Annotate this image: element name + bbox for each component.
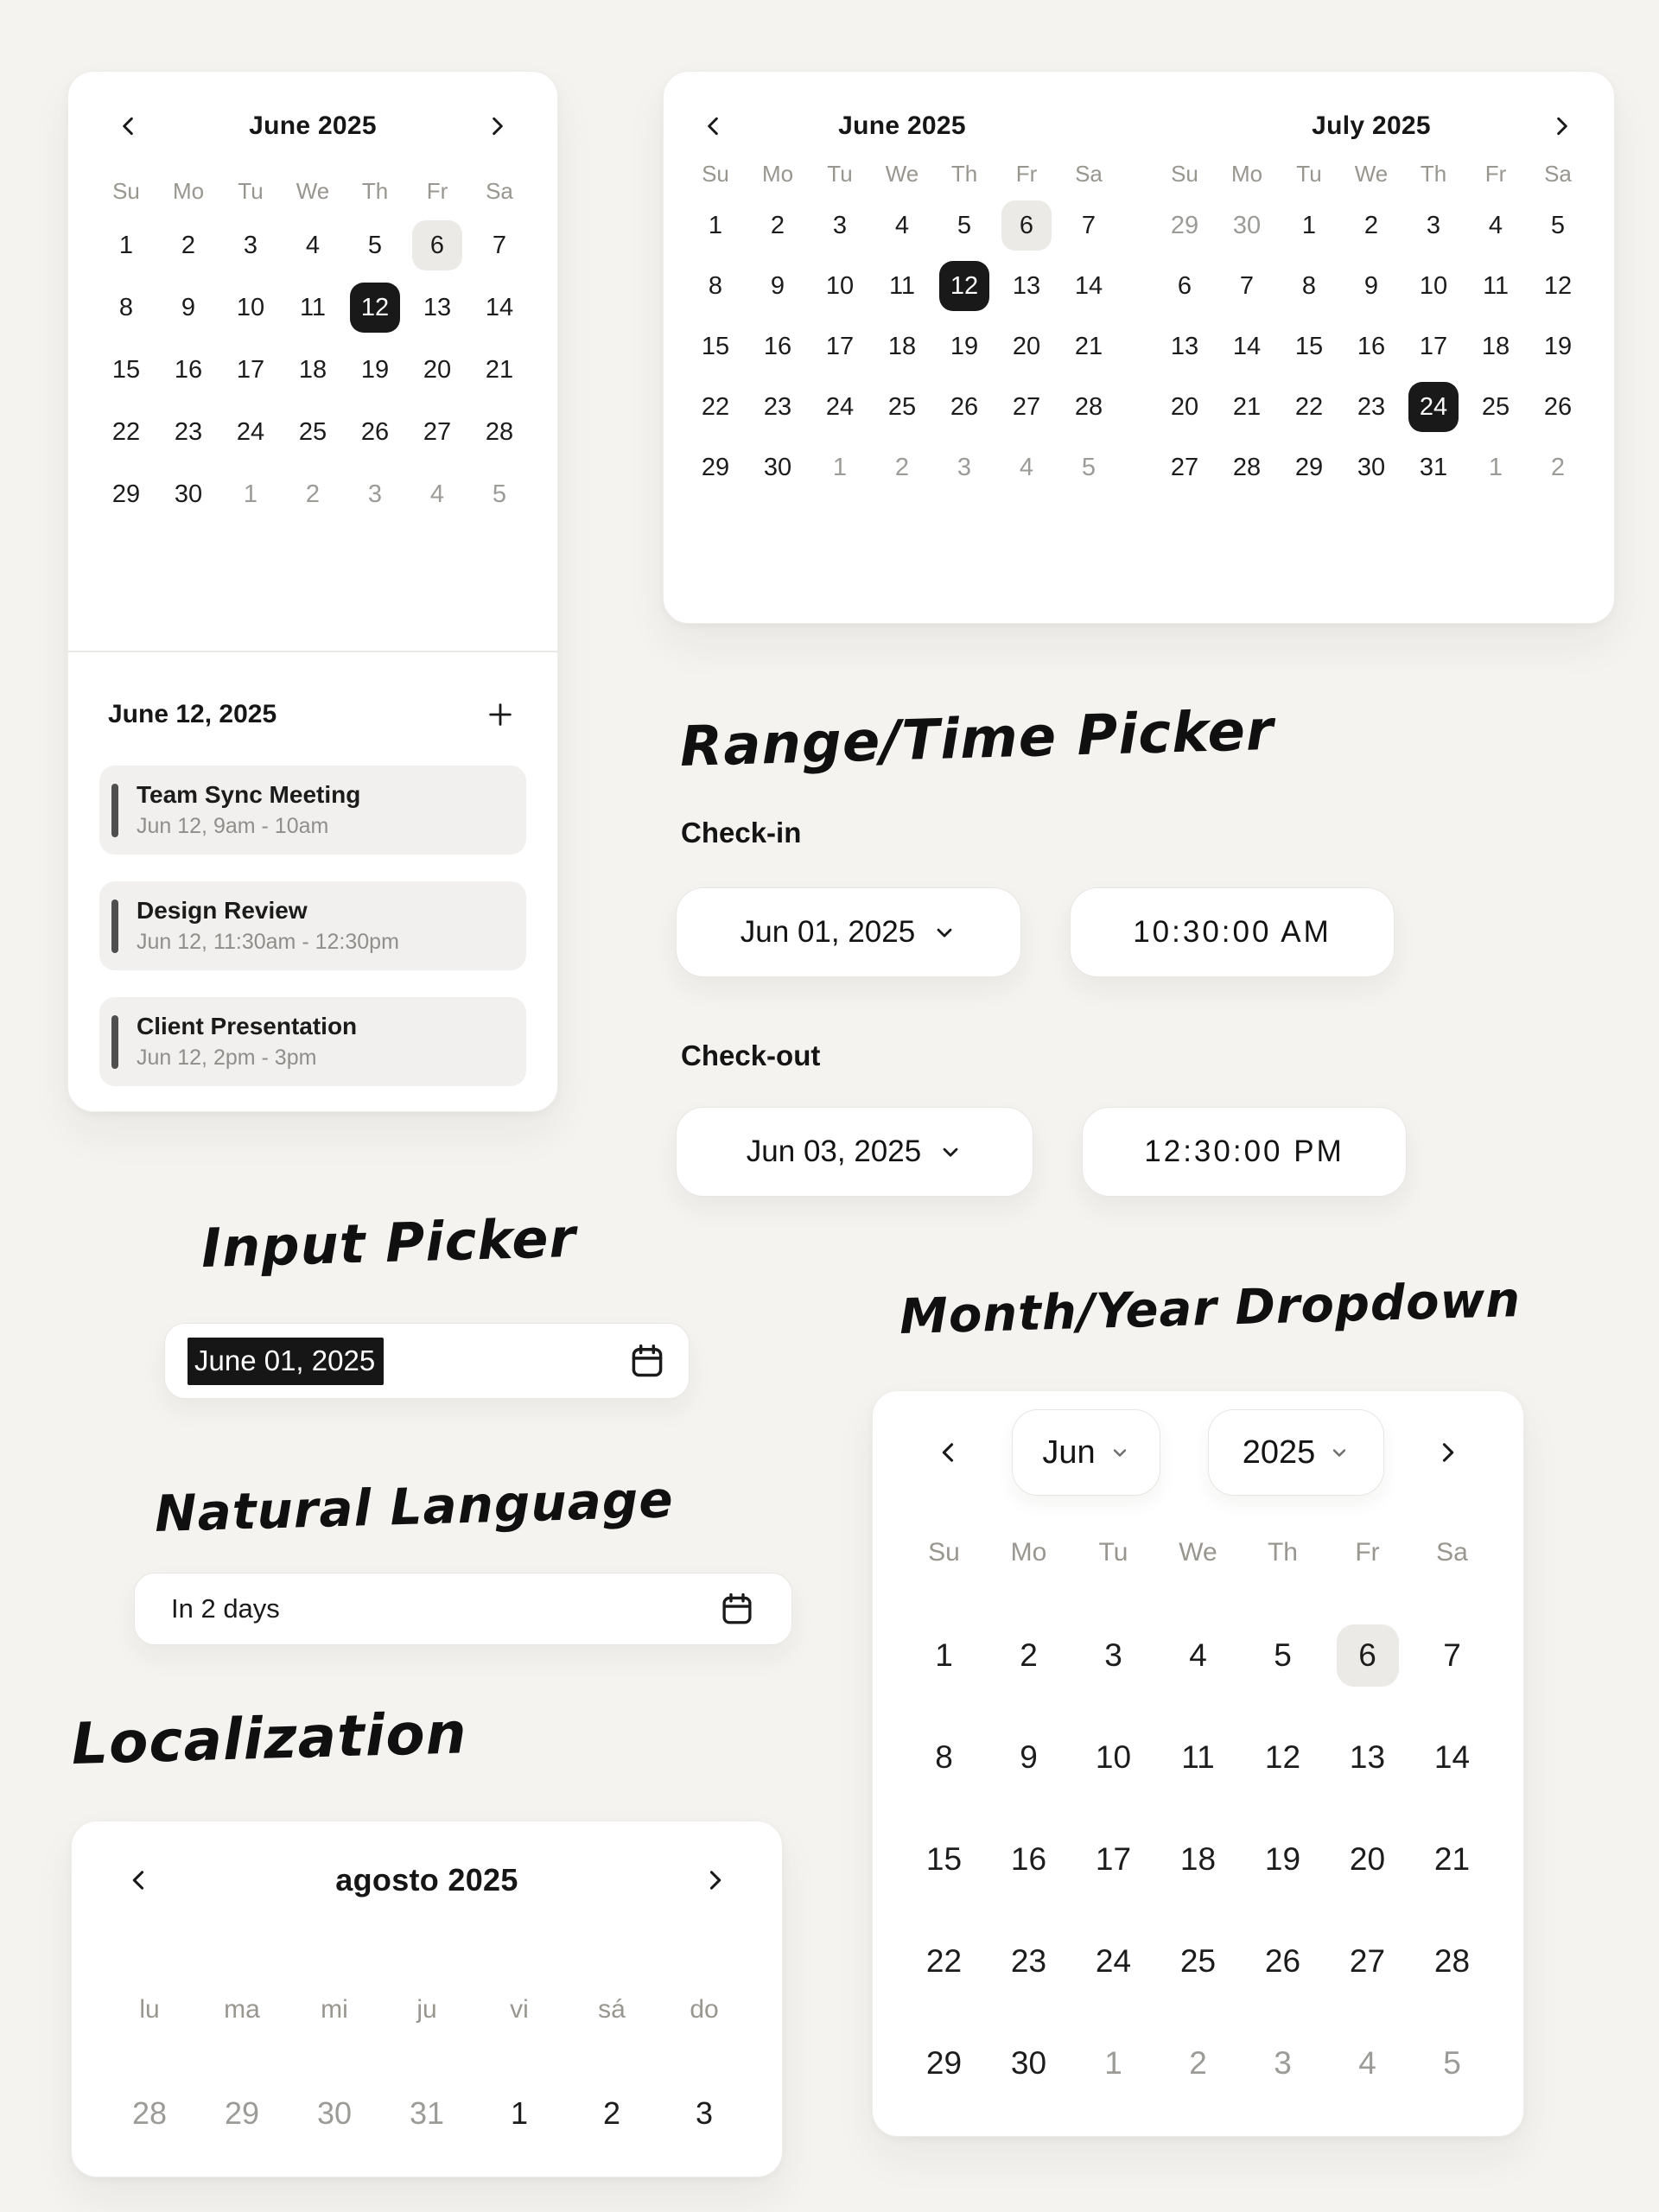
- day-cell-muted[interactable]: 1: [243, 480, 258, 508]
- day-cell[interactable]: 2: [181, 231, 196, 259]
- day-cell[interactable]: 15: [1294, 332, 1324, 360]
- day-cell[interactable]: 18: [887, 332, 917, 360]
- day-cell[interactable]: 27: [1170, 453, 1199, 481]
- event-accent-bar: [111, 1015, 118, 1069]
- day-cell[interactable]: 3: [1426, 211, 1441, 239]
- weekday-label: Mo: [761, 160, 794, 187]
- day-cell[interactable]: 28: [1074, 392, 1103, 421]
- day-cell[interactable]: 22: [701, 392, 730, 421]
- day-cell[interactable]: 29: [1294, 453, 1324, 481]
- day-cell[interactable]: 17: [1419, 332, 1448, 360]
- day-cell[interactable]: 2: [1020, 1637, 1038, 1673]
- day-cell[interactable]: 15: [925, 1841, 963, 1877]
- prev-month-button[interactable]: [113, 111, 144, 142]
- day-cell-muted[interactable]: 5: [1081, 453, 1096, 481]
- check-in-time-field[interactable]: [1070, 887, 1395, 977]
- day-cell[interactable]: 4: [894, 211, 910, 239]
- weekday-row: [873, 1522, 1523, 1584]
- day-cell[interactable]: 29: [111, 480, 141, 508]
- calendar-title: June 2025: [249, 111, 377, 140]
- day-cell[interactable]: 14: [485, 293, 514, 321]
- weekday-label: mi: [321, 1995, 348, 2024]
- chevron-right-icon: [483, 112, 511, 140]
- weekday-label: lu: [139, 1995, 160, 2024]
- calendar-title: July 2025: [1312, 111, 1431, 140]
- calendar-pane-june: [684, 72, 1120, 623]
- day-cell[interactable]: 3: [243, 231, 258, 259]
- dual-month-calendar: [663, 71, 1615, 624]
- weekday-label: Tu: [827, 160, 853, 187]
- day-cell[interactable]: 13: [1349, 1739, 1386, 1775]
- day-cell-muted[interactable]: 30: [1232, 211, 1262, 239]
- day-cell[interactable]: 17: [236, 355, 265, 384]
- single-month-calendar: [67, 71, 558, 1112]
- day-cell[interactable]: 5: [957, 211, 972, 239]
- day-cell[interactable]: 27: [1349, 1943, 1386, 1979]
- day-cell[interactable]: 10: [825, 271, 855, 300]
- day-cell[interactable]: 12: [1543, 271, 1573, 300]
- day-cell-muted[interactable]: 4: [1358, 2045, 1376, 2081]
- event-time: Jun 12, 11:30am - 12:30pm: [137, 930, 399, 954]
- next-month-button[interactable]: [1546, 111, 1577, 142]
- chevron-right-icon: [700, 1866, 729, 1895]
- chevron-right-icon: [1548, 112, 1575, 140]
- day-cell[interactable]: 11: [1181, 1739, 1215, 1775]
- day-cell[interactable]: 16: [174, 355, 203, 384]
- day-cell[interactable]: 24: [1095, 1943, 1132, 1979]
- day-cell[interactable]: 2: [602, 2095, 621, 2131]
- day-cell-muted[interactable]: 3: [957, 453, 972, 481]
- day-cell[interactable]: 26: [1264, 1943, 1301, 1979]
- day-cell[interactable]: 21: [485, 355, 514, 384]
- month-year-dropdown-heading: Month/Year Dropdown: [899, 1271, 1522, 1345]
- day-cell[interactable]: 29: [925, 2045, 963, 2081]
- prev-month-button[interactable]: [124, 1865, 155, 1896]
- chevron-left-icon: [700, 112, 728, 140]
- weekday-label: Sa: [486, 177, 513, 204]
- weekday-label: We: [296, 177, 330, 204]
- day-cell[interactable]: 28: [1232, 453, 1262, 481]
- check-in-date-dropdown[interactable]: [676, 887, 1021, 977]
- day-cell[interactable]: 2: [1363, 211, 1379, 239]
- check-in-time-value: 10:30:00 AM: [1133, 915, 1332, 949]
- day-cell-muted[interactable]: 1: [1104, 2045, 1122, 2081]
- day-cell[interactable]: 14: [1433, 1739, 1471, 1775]
- weekday-label: Su: [928, 1538, 960, 1567]
- day-cell[interactable]: 7: [492, 231, 507, 259]
- day-cell[interactable]: 19: [360, 355, 390, 384]
- month-select[interactable]: [1012, 1409, 1160, 1496]
- check-out-label: Check-out: [681, 1039, 821, 1071]
- day-cell-muted[interactable]: 2: [305, 480, 321, 508]
- day-cell[interactable]: 3: [695, 2095, 714, 2131]
- day-cell-today[interactable]: 6: [406, 214, 468, 276]
- day-cell-muted[interactable]: 2: [894, 453, 910, 481]
- day-cell[interactable]: 25: [887, 392, 917, 421]
- day-cell[interactable]: 30: [174, 480, 203, 508]
- weekday-row: [68, 160, 557, 222]
- day-cell[interactable]: 14: [1074, 271, 1103, 300]
- check-out-date-dropdown[interactable]: [676, 1107, 1033, 1197]
- day-cell[interactable]: 26: [1543, 392, 1573, 421]
- day-cell[interactable]: 11: [888, 271, 916, 300]
- day-cell-muted[interactable]: 3: [1274, 2045, 1292, 2081]
- day-cell[interactable]: 1: [1301, 211, 1317, 239]
- day-cell[interactable]: 19: [1543, 332, 1573, 360]
- weekday-label: Tu: [1296, 160, 1322, 187]
- weekday-label: vi: [510, 1995, 529, 2024]
- add-event-button[interactable]: [483, 697, 518, 732]
- day-cell[interactable]: 5: [1274, 1637, 1292, 1673]
- day-cell[interactable]: 8: [935, 1739, 953, 1775]
- day-cell[interactable]: 1: [708, 211, 723, 239]
- check-out-time-value: 12:30:00 PM: [1144, 1135, 1344, 1168]
- range-time-picker-heading: Range/Time Picker: [678, 698, 1275, 779]
- natural-language-value: In 2 days: [171, 1593, 280, 1624]
- day-cell[interactable]: 22: [1294, 392, 1324, 421]
- day-cell[interactable]: 5: [1550, 211, 1566, 239]
- day-cell[interactable]: 20: [1012, 332, 1041, 360]
- next-month-button[interactable]: [1432, 1437, 1463, 1468]
- chevron-down-icon: [1329, 1442, 1350, 1463]
- agenda-panel: [68, 652, 557, 1111]
- day-cell[interactable]: 16: [1357, 332, 1386, 360]
- weekday-label: Th: [1420, 160, 1447, 187]
- calendar-pane-july: [1154, 72, 1589, 623]
- day-cell[interactable]: 9: [770, 271, 785, 300]
- next-month-button[interactable]: [481, 111, 512, 142]
- day-cell[interactable]: 18: [1481, 332, 1510, 360]
- event-item[interactable]: [99, 997, 526, 1086]
- day-cell-muted[interactable]: 4: [429, 480, 445, 508]
- day-cell[interactable]: 23: [763, 392, 792, 421]
- selected-input-text: June 01, 2025: [188, 1338, 384, 1385]
- day-cell[interactable]: 1: [510, 2095, 529, 2131]
- day-cell-muted[interactable]: 2: [1550, 453, 1566, 481]
- day-cell[interactable]: 16: [763, 332, 792, 360]
- day-cell[interactable]: 21: [1433, 1841, 1471, 1877]
- check-in-label: Check-in: [681, 817, 802, 849]
- day-cell-muted[interactable]: 29: [224, 2095, 260, 2131]
- weekday-label: Sa: [1436, 1538, 1468, 1567]
- day-cell[interactable]: 28: [1433, 1943, 1471, 1979]
- day-cell[interactable]: 19: [1264, 1841, 1301, 1877]
- day-cell[interactable]: 26: [950, 392, 979, 421]
- month-select-value: Jun: [1042, 1433, 1096, 1471]
- day-cell[interactable]: 19: [950, 332, 979, 360]
- day-cell[interactable]: 25: [298, 417, 327, 446]
- agenda-date-label: June 12, 2025: [108, 700, 277, 728]
- day-cell[interactable]: 23: [174, 417, 203, 446]
- natural-language-heading: Natural Language: [154, 1470, 675, 1543]
- day-cell[interactable]: 10: [1419, 271, 1448, 300]
- day-grid: [684, 195, 1120, 498]
- weekday-label: Fr: [1015, 160, 1038, 187]
- day-cell[interactable]: 4: [1189, 1637, 1207, 1673]
- day-cell[interactable]: 23: [1357, 392, 1386, 421]
- day-cell[interactable]: 20: [423, 355, 452, 384]
- day-cell[interactable]: 22: [925, 1943, 963, 1979]
- day-cell-today[interactable]: 6: [995, 195, 1058, 256]
- day-cell[interactable]: 30: [1010, 2045, 1047, 2081]
- day-cell[interactable]: 31: [1419, 453, 1448, 481]
- calendar-title: June 2025: [838, 111, 966, 140]
- weekday-label: Fr: [426, 177, 448, 204]
- check-out-date-value: Jun 03, 2025: [746, 1135, 922, 1168]
- day-cell[interactable]: 24: [825, 392, 855, 421]
- day-cell[interactable]: 13: [1012, 271, 1041, 300]
- day-cell[interactable]: 25: [1481, 392, 1510, 421]
- date-text-input[interactable]: [164, 1323, 690, 1399]
- weekday-row: [72, 1979, 782, 2041]
- day-cell[interactable]: 8: [118, 293, 134, 321]
- day-cell[interactable]: 21: [1074, 332, 1103, 360]
- day-cell[interactable]: 27: [1012, 392, 1041, 421]
- day-cell[interactable]: 15: [111, 355, 141, 384]
- day-cell-muted[interactable]: 28: [131, 2095, 168, 2131]
- calendar-title: agosto 2025: [335, 1862, 518, 1897]
- day-grid: [72, 2082, 782, 2145]
- day-cell[interactable]: 13: [423, 293, 452, 321]
- day-cell[interactable]: 7: [1081, 211, 1096, 239]
- day-cell[interactable]: 30: [763, 453, 792, 481]
- weekday-label: ma: [224, 1995, 260, 2024]
- event-item[interactable]: [99, 881, 526, 970]
- weekday-label: Fr: [1484, 160, 1507, 187]
- weekday-label: Th: [950, 160, 978, 187]
- weekday-label: sá: [598, 1995, 626, 2024]
- natural-language-input[interactable]: [134, 1573, 792, 1645]
- day-cell[interactable]: 28: [485, 417, 514, 446]
- day-cell[interactable]: 9: [1363, 271, 1379, 300]
- day-grid: [68, 214, 557, 525]
- input-picker-heading: Input Picker: [200, 1205, 577, 1280]
- day-cell[interactable]: 8: [1301, 271, 1317, 300]
- day-cell[interactable]: 30: [1357, 453, 1386, 481]
- weekday-label: Tu: [238, 177, 264, 204]
- weekday-label: Sa: [1075, 160, 1103, 187]
- day-cell[interactable]: 13: [1170, 332, 1199, 360]
- weekday-label: We: [885, 160, 919, 187]
- day-cell-muted[interactable]: 1: [832, 453, 848, 481]
- weekday-label: Mo: [1230, 160, 1263, 187]
- event-time: Jun 12, 9am - 10am: [137, 814, 329, 838]
- month-year-calendar: [872, 1390, 1524, 2137]
- day-cell[interactable]: 22: [111, 417, 141, 446]
- weekday-label: Su: [112, 177, 140, 204]
- localization-heading: Localization: [70, 1700, 468, 1777]
- day-cell[interactable]: 8: [708, 271, 723, 300]
- event-accent-bar: [111, 899, 118, 953]
- calendar-icon[interactable]: [719, 1591, 755, 1627]
- day-cell[interactable]: 12: [1264, 1739, 1301, 1775]
- day-cell-muted[interactable]: 31: [409, 2095, 445, 2131]
- day-cell-muted[interactable]: 29: [1170, 211, 1199, 239]
- day-cell[interactable]: 9: [181, 293, 196, 321]
- day-cell[interactable]: 3: [1104, 1637, 1122, 1673]
- event-title: Team Sync Meeting: [137, 781, 361, 808]
- day-cell[interactable]: 29: [701, 453, 730, 481]
- check-in-date-value: Jun 01, 2025: [740, 915, 916, 949]
- weekday-label: ju: [416, 1995, 437, 2024]
- day-cell[interactable]: 6: [1177, 271, 1192, 300]
- day-cell-selected[interactable]: 12: [933, 256, 995, 316]
- chevron-down-icon: [1109, 1442, 1130, 1463]
- weekday-label: Th: [361, 177, 389, 204]
- day-cell[interactable]: 21: [1232, 392, 1262, 421]
- calendar-icon[interactable]: [628, 1342, 666, 1380]
- day-cell[interactable]: 23: [1010, 1943, 1047, 1979]
- day-cell[interactable]: 11: [299, 293, 327, 321]
- weekday-label: Su: [702, 160, 729, 187]
- day-grid: [873, 1605, 1523, 2114]
- weekday-label: Sa: [1544, 160, 1572, 187]
- chevron-down-icon: [938, 1140, 963, 1164]
- day-cell[interactable]: 18: [1179, 1841, 1217, 1877]
- day-cell[interactable]: 4: [305, 231, 321, 259]
- day-cell-muted[interactable]: 30: [316, 2095, 353, 2131]
- day-cell-selected[interactable]: 24: [1402, 377, 1465, 437]
- day-cell[interactable]: 9: [1020, 1739, 1038, 1775]
- event-list: [99, 766, 526, 1086]
- day-cell[interactable]: 1: [118, 231, 134, 259]
- day-cell[interactable]: 25: [1179, 1943, 1217, 1979]
- day-cell[interactable]: 10: [236, 293, 265, 321]
- day-cell[interactable]: 20: [1349, 1841, 1386, 1877]
- year-select[interactable]: [1208, 1409, 1384, 1496]
- day-cell[interactable]: 7: [1443, 1637, 1461, 1673]
- chevron-down-icon: [932, 920, 957, 944]
- chevron-left-icon: [124, 1866, 154, 1895]
- next-month-button[interactable]: [699, 1865, 730, 1896]
- day-cell[interactable]: 15: [701, 332, 730, 360]
- day-grid: [1154, 195, 1589, 498]
- weekday-label: We: [1179, 1538, 1217, 1567]
- day-cell[interactable]: 4: [1488, 211, 1503, 239]
- day-cell[interactable]: 27: [423, 417, 452, 446]
- weekday-label: Fr: [1355, 1538, 1380, 1567]
- event-accent-bar: [111, 784, 118, 837]
- prev-month-button[interactable]: [698, 111, 729, 142]
- day-cell[interactable]: 24: [236, 417, 265, 446]
- weekday-label: Mo: [1010, 1538, 1047, 1567]
- day-cell[interactable]: 18: [298, 355, 327, 384]
- day-cell[interactable]: 26: [360, 417, 390, 446]
- weekday-label: Mo: [172, 177, 205, 204]
- day-cell[interactable]: 10: [1095, 1739, 1132, 1775]
- chevron-left-icon: [934, 1438, 963, 1467]
- day-cell[interactable]: 17: [1095, 1841, 1132, 1877]
- chevron-right-icon: [1433, 1438, 1462, 1467]
- event-item[interactable]: [99, 766, 526, 855]
- day-cell-muted[interactable]: 3: [367, 480, 383, 508]
- prev-month-button[interactable]: [933, 1437, 964, 1468]
- day-cell[interactable]: 7: [1239, 271, 1255, 300]
- day-cell[interactable]: 2: [770, 211, 785, 239]
- day-cell-today[interactable]: 6: [1325, 1605, 1410, 1707]
- event-time: Jun 12, 2pm - 3pm: [137, 1046, 317, 1070]
- day-cell-selected[interactable]: 12: [344, 276, 406, 339]
- check-out-time-field[interactable]: [1082, 1107, 1407, 1197]
- weekday-label: do: [690, 1995, 719, 2024]
- day-cell[interactable]: 20: [1170, 392, 1199, 421]
- weekday-label: Su: [1171, 160, 1198, 187]
- year-select-value: 2025: [1242, 1433, 1316, 1471]
- day-cell-muted[interactable]: 5: [492, 480, 507, 508]
- day-cell[interactable]: 16: [1010, 1841, 1047, 1877]
- chevron-left-icon: [115, 112, 143, 140]
- day-cell[interactable]: 11: [1482, 271, 1510, 300]
- day-cell-muted[interactable]: 5: [1443, 2045, 1461, 2081]
- event-title: Client Presentation: [137, 1013, 358, 1039]
- day-cell-muted[interactable]: 1: [1488, 453, 1503, 481]
- day-cell[interactable]: 1: [935, 1637, 953, 1673]
- weekday-label: We: [1354, 160, 1389, 187]
- weekday-label: Th: [1267, 1538, 1298, 1567]
- day-cell-muted[interactable]: 4: [1019, 453, 1034, 481]
- day-cell[interactable]: 14: [1232, 332, 1262, 360]
- day-cell[interactable]: 3: [832, 211, 848, 239]
- plus-icon: [486, 700, 515, 729]
- day-cell[interactable]: 17: [825, 332, 855, 360]
- localized-calendar: [71, 1821, 783, 2177]
- day-cell[interactable]: 5: [367, 231, 383, 259]
- weekday-label: Tu: [1098, 1538, 1128, 1567]
- day-cell-muted[interactable]: 2: [1189, 2045, 1207, 2081]
- event-title: Design Review: [137, 897, 308, 924]
